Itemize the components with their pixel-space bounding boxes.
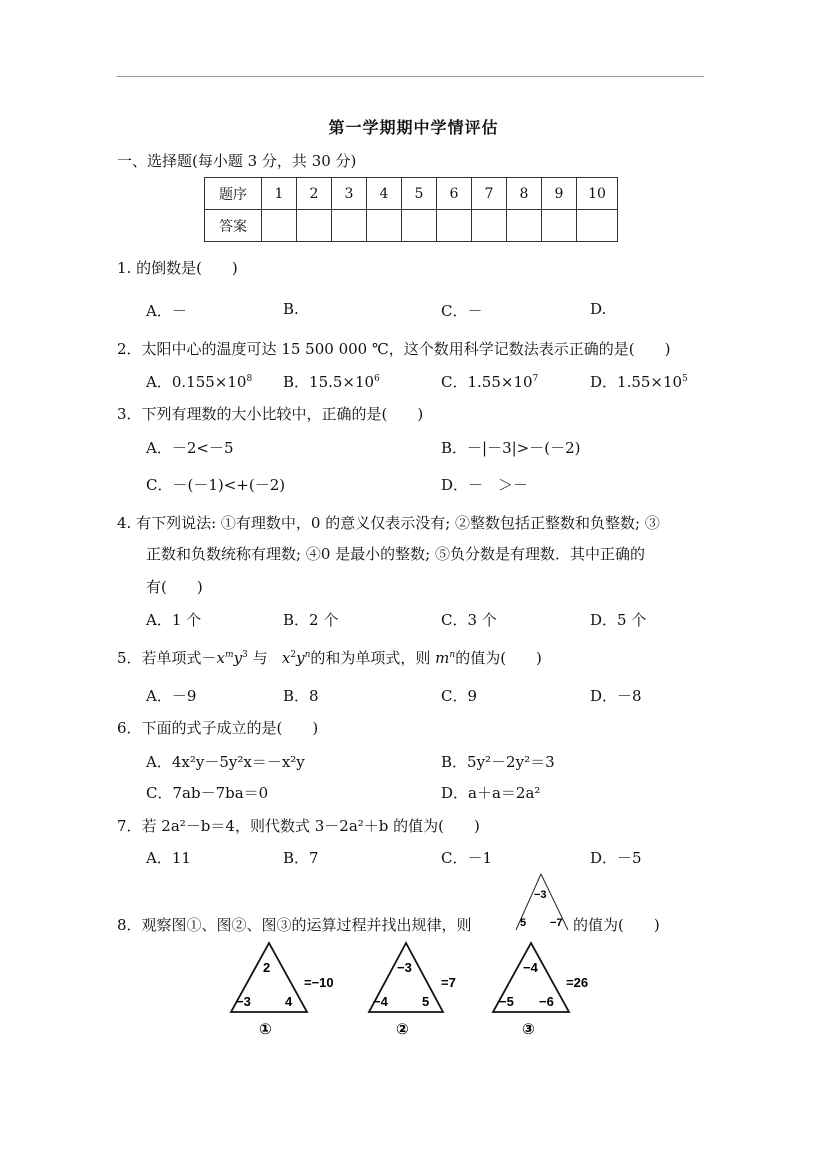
answer-cell[interactable]	[297, 210, 332, 242]
small-top-value: −3	[534, 889, 547, 901]
q8-stem-post: 的值为( )	[573, 916, 660, 934]
fig1-result: =−10	[304, 975, 334, 990]
answer-table	[204, 177, 618, 242]
table-cell: 7	[472, 178, 507, 210]
q7-option-d: D．－5	[590, 849, 642, 867]
fig1-label: ①	[259, 1021, 272, 1038]
q8-small-triangle	[508, 872, 574, 934]
q4-line3: 有( )	[146, 578, 203, 596]
table-cell: 4	[367, 178, 402, 210]
q1-option-a: A．－	[146, 302, 187, 320]
answer-cell[interactable]	[332, 210, 367, 242]
fig3-label: ③	[522, 1021, 535, 1038]
q7-stem: 7．若 2a²－b＝4，则代数式 3－2a²＋b 的值为( )	[117, 817, 480, 835]
q5-option-c: C．9	[441, 687, 478, 705]
table-cell: 1	[262, 178, 297, 210]
fig3-result: =26	[566, 975, 589, 990]
small-right-value: −7	[550, 917, 563, 929]
table-row	[205, 178, 618, 210]
table-cell: 10	[577, 178, 618, 210]
answer-cell[interactable]	[437, 210, 472, 242]
q3-option-a: A．－2<－5	[146, 439, 234, 457]
table-cell: 题序	[205, 178, 262, 210]
q6-option-b: B．5y²－2y²＝3	[441, 753, 555, 771]
fig3-right: −6	[539, 994, 554, 1009]
figure-1	[228, 940, 348, 1040]
q1-option-c: C．－	[441, 302, 483, 320]
q7-option-a: A．11	[146, 849, 191, 867]
q3-option-c: C．－(－1)<+(－2)	[146, 476, 286, 494]
answer-cell[interactable]	[507, 210, 542, 242]
fig1-right: 4	[285, 994, 293, 1009]
table-cell: 2	[297, 178, 332, 210]
header-rule	[117, 76, 704, 77]
q1-option-b: B.	[283, 300, 299, 318]
q5-option-a: A．－9	[146, 687, 197, 705]
fig1-top: 2	[263, 960, 271, 975]
q6-option-d: D．a＋a＝2a²	[441, 784, 541, 802]
fig3-left: −5	[499, 994, 514, 1009]
small-left-value: 5	[520, 917, 527, 929]
q4-option-b: B．2 个	[283, 611, 339, 629]
q6-option-a: A．4x²y－5y²x＝－x²y	[146, 753, 305, 771]
q2-option-a: A．$0.155\times 10^8$	[146, 373, 253, 391]
q3-option-d: D．－ ＞－	[441, 476, 529, 494]
q1-option-d: D.	[590, 300, 607, 318]
q6-stem: 6．下面的式子成立的是( )	[117, 719, 319, 737]
fig2-right: 5	[422, 994, 430, 1009]
q8-stem-pre: 8．观察图①、图②、图③的运算过程并找出规律，则	[117, 916, 472, 934]
q4-option-d: D．5 个	[590, 611, 647, 629]
q4-option-c: C．3 个	[441, 611, 497, 629]
q5-stem: 5．若单项式$-x^my^3$ 与 $x^2y^n$的和为单项式，则 $m^n$的值为( )	[117, 649, 542, 667]
q7-option-b: B．7	[283, 849, 319, 867]
q2-option-d: D．$1.55\times 10^5$	[590, 373, 688, 391]
section-heading: 一、选择题(每小题 3 分，共 30 分)	[117, 152, 357, 170]
q5-option-d: D．－8	[590, 687, 642, 705]
q4-line2: 正数和负数统称有理数; ④0 是最小的整数; ⑤负分数是有理数．其中正确的	[146, 545, 645, 563]
answer-cell[interactable]	[472, 210, 507, 242]
q4-option-a: A．1 个	[146, 611, 202, 629]
answer-cell[interactable]	[577, 210, 618, 242]
q5-option-b: B．8	[283, 687, 319, 705]
fig2-left: −4	[373, 994, 388, 1009]
q7-option-c: C．－1	[441, 849, 493, 867]
answer-cell[interactable]	[367, 210, 402, 242]
table-row	[205, 210, 618, 242]
q4-line1: 4. 有下列说法: ①有理数中，0 的意义仅表示没有; ②整数包括正整数和负整数; ③	[117, 514, 660, 532]
table-cell: 答案	[205, 210, 262, 242]
table-cell: 6	[437, 178, 472, 210]
table-cell: 8	[507, 178, 542, 210]
q2-stem: 2．太阳中心的温度可达 15 500 000 ℃，这个数用科学记数法表示正确的是( )	[117, 340, 671, 358]
table-cell: 9	[542, 178, 577, 210]
fig2-label: ②	[396, 1021, 409, 1038]
q2-option-b: B．$15.5\times 10^6$	[283, 373, 380, 391]
fig1-left: −3	[236, 994, 251, 1009]
fig2-result: =7	[441, 975, 456, 990]
q1-stem: 1. 的倒数是( )	[117, 259, 238, 277]
answer-cell[interactable]	[402, 210, 437, 242]
page-title: 第一学期期中学情评估	[328, 118, 499, 137]
table-cell: 3	[332, 178, 367, 210]
figure-3	[491, 940, 601, 1040]
answer-cell[interactable]	[542, 210, 577, 242]
q3-option-b: B．－|－3|>－(－2)	[441, 439, 581, 457]
fig2-top: −3	[397, 960, 412, 975]
q6-option-c: C．7ab－7ba＝0	[146, 784, 269, 802]
q3-stem: 3．下列有理数的大小比较中，正确的是( )	[117, 405, 424, 423]
fig3-top: −4	[523, 960, 538, 975]
figure-2	[367, 940, 477, 1040]
table-cell: 5	[402, 178, 437, 210]
answer-cell[interactable]	[262, 210, 297, 242]
q2-option-c: C．$1.55\times 10^7$	[441, 373, 539, 391]
